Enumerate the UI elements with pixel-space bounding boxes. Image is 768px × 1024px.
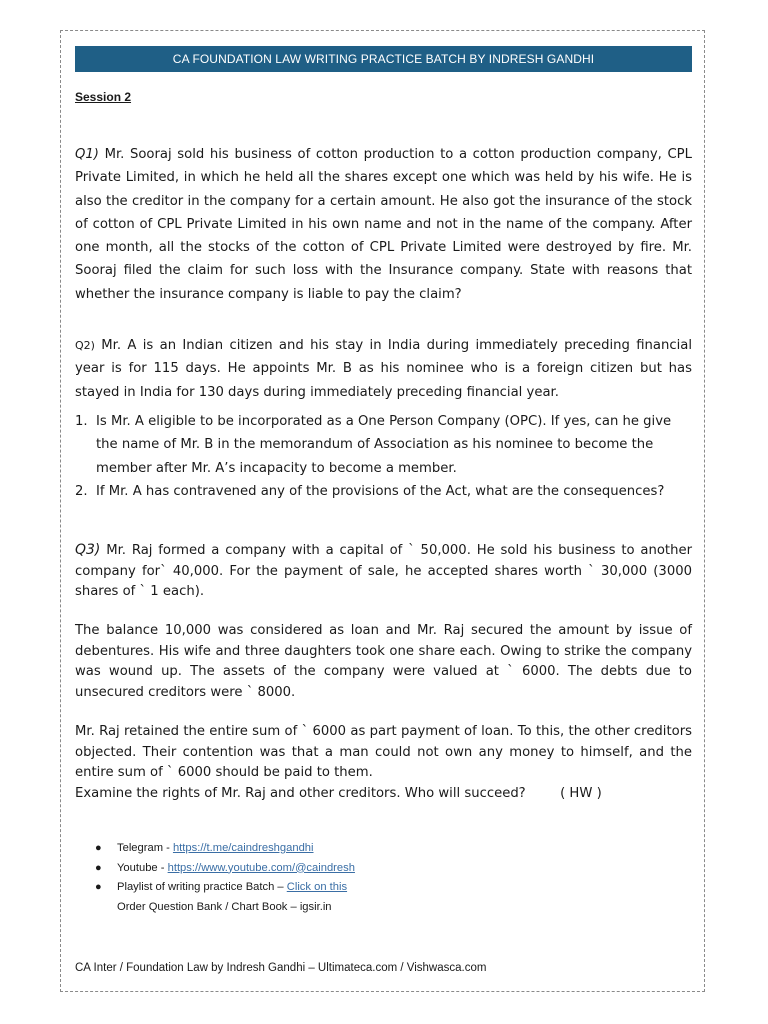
q2-option-1-number: 1. — [75, 414, 88, 429]
q3-paragraph-3 — [75, 722, 692, 804]
q3-paragraph-3-text: Mr. Raj retained the entire sum of ` 6000 as part payment of loan. To this, the other creditors objected. Their contention was that a man could not own any money to himself, and the entire sum of ` 6000 should be paid to them. — [75, 724, 692, 781]
playlist-label: Playlist of writing practice Batch – — [117, 881, 287, 893]
q2-text: Mr. A is an Indian citizen and his stay in India during immediately preceding financial year is for 115 days. He appoints Mr. B as his nominee who is a foreign citizen but has stayed in India for 130 days during immediately preceding financial year. — [75, 338, 692, 400]
question-2 — [75, 334, 692, 404]
q2-option-2-number: 2. — [75, 483, 88, 499]
question-3 — [75, 540, 692, 603]
link-list — [95, 839, 355, 917]
youtube-label: Youtube - — [117, 861, 168, 874]
q2-options — [75, 410, 692, 503]
q3-text: Mr. Raj formed a company with a capital of ` 50,000. He sold his business to another company for` 40,000. For the payment of sale, he accepted shares worth ` 30,000 (3000 shares of ` 1 each). — [75, 543, 692, 600]
session-title: Session 2 — [75, 90, 132, 104]
list-item-youtube — [95, 859, 355, 879]
q3-question: Examine the rights of Mr. Raj and other creditors. Who will succeed? — [75, 785, 526, 801]
q3-paragraph-2: The balance 10,000 was considered as loan and Mr. Raj secured the amount by issue of debentures. His wife and three daughters took one share each. Owing to strike the company was wound up. The assets of the company were valued at ` 6000. The debts due to unsecured creditors were ` 8000. — [75, 623, 692, 700]
question-1 — [75, 143, 692, 306]
list-item-playlist — [95, 878, 355, 898]
q3-label: Q3) — [75, 542, 101, 558]
q2-option-2-text: If Mr. A has contravened any of the provisions of the Act, what are the consequences? — [96, 483, 665, 499]
bullet-icon: ● — [95, 881, 102, 893]
header-banner: CA FOUNDATION LAW WRITING PRACTICE BATCH BY INDRESH GANDHI — [75, 46, 692, 72]
q2-option-1 — [75, 410, 692, 480]
youtube-link[interactable]: https://www.youtube.com/@caindresh — [167, 861, 355, 874]
q1-label: Q1) — [75, 147, 99, 162]
q2-label: Q2) — [75, 339, 95, 352]
hw-tag: ( HW ) — [560, 785, 602, 801]
q1-text: Mr. Sooraj sold his business of cotton production to a cotton production company, CPL Private Limited, in which he held all the shares except one which was held by his wife. He is also the creditor in the company for a certain amount. He also got the insurance of the stock of cotton of CPL Private Limited in his own name and not in the name of the company. After one month, all the stocks of the cotton of CPL Private Limited were destroyed by fire. Mr. Sooraj filed the claim for such loss with the Insurance company. State with reasons that whether the insurance company is liable to pay the claim? — [75, 147, 692, 302]
q2-option-1-text: Is Mr. A eligible to be incorporated as a One Person Company (OPC). If yes, can he give the name of Mr. B in the memorandum of Association as his nominee to become the member after Mr. A’s incapacity to become a member. — [96, 414, 672, 476]
order-line: Order Question Bank / Chart Book – igsir.in — [117, 900, 332, 913]
telegram-link[interactable]: https://t.me/caindreshgandhi — [172, 842, 314, 854]
page-footer: CA Inter / Foundation Law by Indresh Gandhi – Ultimateca.com / Vishwasca.com — [75, 962, 487, 974]
bullet-icon: ● — [95, 861, 102, 874]
list-item-telegram — [95, 839, 355, 859]
q2-option-2 — [75, 480, 692, 503]
playlist-link[interactable]: Click on this — [286, 881, 348, 893]
telegram-label: Telegram - — [117, 842, 173, 854]
bullet-icon: ● — [95, 842, 102, 854]
